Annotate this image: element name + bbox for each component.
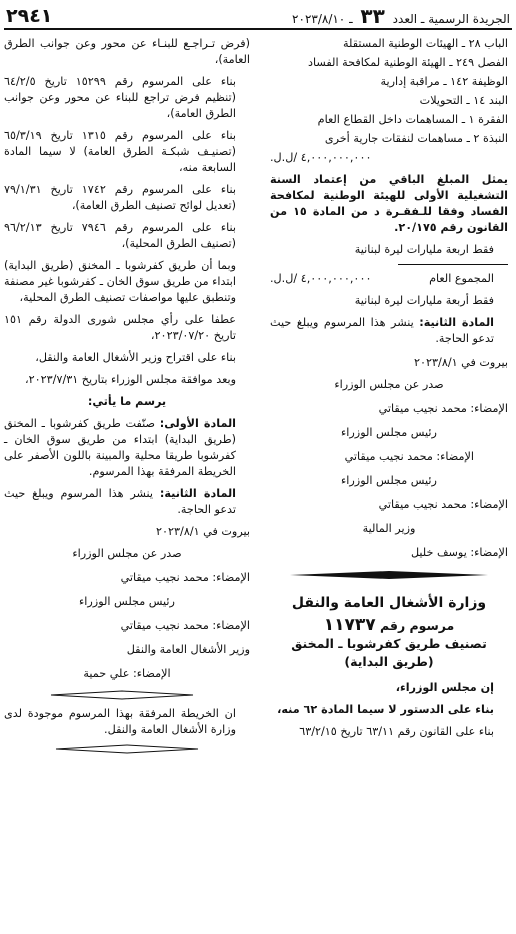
budget-line: النبذة ٢ ـ مساهمات لنفقات جارية أخرى [324,132,508,145]
divider-line [398,264,508,265]
budget-line: الفقرة ١ ـ المساهمات داخل القطاع العام [317,113,508,126]
pm-title: رئيس مجلس الوزراء [79,595,175,608]
decree-subtitle: (طريق البداية) [344,654,434,669]
article-1-label: المادة الأولى: [159,417,236,430]
issued-by: صدر عن مجلس الوزراء [334,378,444,391]
budget-line: الوظيفة ١٤٢ ـ مراقبة إدارية [380,75,508,88]
signature: الإمضاء: محمد نجيب ميقاتي [378,402,508,415]
signature: الإمضاء: محمد نجيب ميقاتي [344,450,474,463]
article-1-text: صنّفت طريق كفرشوبا ـ المخنق (طريق البداية) ابتداء من طريق سوق الخان ـ كفرشوبا طريقا محلية والمبينة باللون الأصفر على الخريطة المرفقة بهذا المرسوم. [4,417,236,478]
preamble: بناء على الدستور لا سيما المادة ٦٢ منه، [277,703,494,716]
total-in-words: فقط أربعة مليارات ليرة لبنانية [354,294,494,307]
total-amount: ٤,٠٠٠,٠٠٠,٠٠٠ /ل.ل. [270,272,372,285]
decree-label: مرسوم رقم [379,618,455,633]
issue-date: ـ ٢٠٢٣/٨/١٠ [292,12,353,26]
signature: الإمضاء: محمد نجيب ميقاتي [120,571,250,584]
gazette-title [292,4,510,28]
decree-heading [270,617,508,634]
amount-in-words: فقط اربعة مليارات ليرة لبنانية [354,243,494,256]
left-column [4,36,250,754]
total-label: المجموع العام [429,272,494,285]
article-2-text: ينشر هذا المرسوم ويبلغ حيث تدعو الحاجة. [4,487,236,516]
preamble: بناء على المرسوم رقم ١٥٢٩٩ تاريخ ٦٤/٢/٥ (تنظيم فرض تراجع للبناء عن محور وعن جوانب الطرق العامة)، [4,75,236,120]
preamble: عطفا على رأي مجلس شورى الدولة رقم ١٥١ تاريخ ٢٠٢٣/٠٧/٢٠، [4,313,236,342]
diamond-divider-icon [47,690,197,700]
article-2-label: المادة الثانية: [159,487,236,500]
amount: ٤,٠٠٠,٠٠٠,٠٠٠ /ل.ل. [270,151,372,164]
article-2-text: ينشر هذا المرسوم ويبلغ حيث تدعو الحاجة. [270,316,494,345]
place-date: بيروت في ٢٠٢٣/٨/١ [156,525,250,538]
page-header [6,6,510,26]
budget-line: البند ١٤ ـ التحويلات [419,94,508,107]
diamond-divider-icon [270,570,508,580]
signature: الإمضاء: يوسف خليل [410,546,508,559]
pm-title: رئيس مجلس الوزراء [341,474,437,487]
explanatory-paragraph: يمثل المبلغ الباقي من إعتماد السنة التشغيلية الأولى للهيئة الوطنية لمكافحة الفساد وفقا للـفقـرة د من المادة ١٥ من القانون رقم ٢٠/١٧٥. [270,173,509,234]
preamble: بناء على القانون رقم ٦٣/١١ تاريخ ٦٣/٢/١٥ [299,725,494,738]
pm-title: رئيس مجلس الوزراء [341,426,437,439]
right-column [270,36,508,746]
page-number: ٢٩٤١ [6,5,53,27]
preamble: بناء على المرسوم رقم ١٧٤٢ تاريخ ٧٩/١/٣١ (تعديل لوائح تصنيف الطرق العامة)، [4,183,237,212]
signature: الإمضاء: محمد نجيب ميقاتي [120,619,250,632]
cabinet-line: إن مجلس الوزراء، [395,681,494,694]
total-row [270,271,508,287]
budget-line: الباب ٢٨ ـ الهيئات الوطنية المستقلة [343,37,508,50]
header-rule [4,28,512,30]
preamble: بناء على اقتراح وزير الأشغال العامة والنقل، [35,351,236,364]
preamble: بناء على المرسوم رقم ٧٩٤٦ تاريخ ٩٦/٢/١٣ (تصنيف الطرق المحلية)، [4,221,237,250]
budget-line: الفصل ٢٤٩ ـ الهيئة الوطنية لمكافحة الفساد [308,56,508,69]
decree-number: ١١٧٣٧ [323,615,376,635]
section-divider [270,569,508,585]
article-1 [4,416,250,480]
article-2 [270,315,508,347]
ministry-heading: وزارة الأشغال العامة والنقل [291,595,487,611]
place-date: بيروت في ٢٠٢٣/٨/١ [414,356,508,369]
decrees-heading: يرسم ما يأتي: [87,395,167,408]
end-divider [4,744,250,754]
issue-number: ٣٣ [360,4,385,28]
preamble: (فرض تـراجـع للبنـاء عن محور وعن جوانب الطرق العامة)، [4,37,250,66]
signature: الإمضاء: علي حمية [83,667,171,680]
issued-by: صدر عن مجلس الوزراء [72,547,182,560]
minister-title: وزير الأشغال العامة والنقل [126,643,250,656]
preamble: بناء على المرسوم رقم ١٣١٥ تاريخ ٦٥/٣/١٩ (تصنيـف شبكـة الطرق العامة) لا سيما المادة السابعة منه، [4,129,237,174]
title-prefix: الجريدة الرسمية ـ العدد [392,12,510,26]
section-divider [57,690,197,700]
minister-title: وزير المالية [362,522,416,535]
diamond-divider-icon [52,744,202,754]
article-2 [4,486,250,518]
preamble: وبعد موافقة مجلس الوزراء بتاريخ ٢٠٢٣/٧/٣١، [25,373,236,386]
preamble: وبما أن طريق كفرشوبا ـ المخنق (طريق البداية) ابتداء من طريق سوق الخان ـ كفرشوبا غير مصنفة وتنطبق عليها مواصفات تصنيف الطرق المحلية، [4,259,236,304]
signature: الإمضاء: محمد نجيب ميقاتي [378,498,508,511]
map-note: ان الخريطة المرفقة بهذا المرسوم موجودة لدى وزارة الأشغال العامة والنقل. [4,707,236,736]
article-2-label: المادة الثانية: [419,316,494,329]
decree-title: تصنيف طريق كفرشوبا ـ المخنق [291,636,487,651]
